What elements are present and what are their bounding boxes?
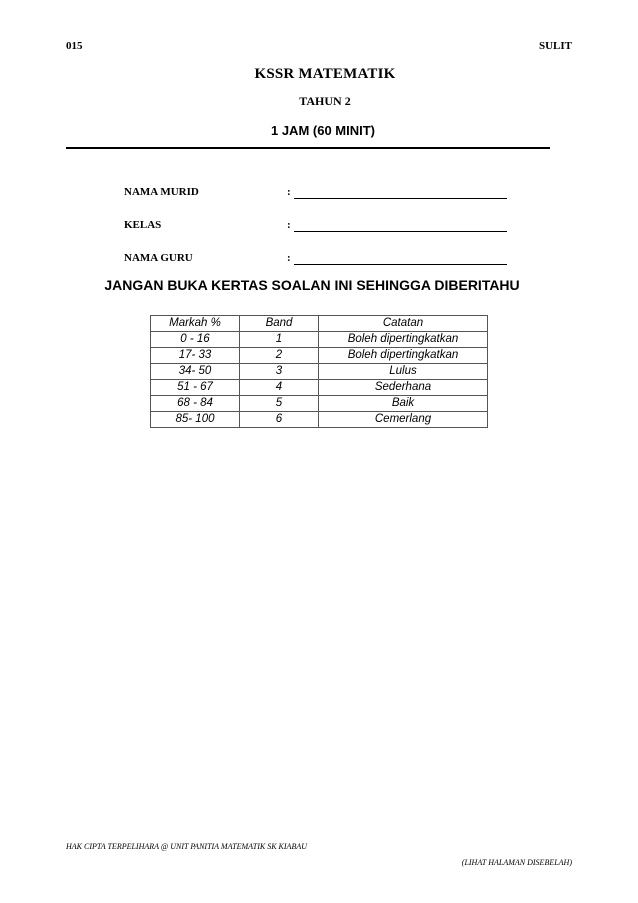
cell-remark: Lulus: [319, 364, 488, 380]
class-field[interactable]: [124, 219, 514, 237]
table-header-row: [151, 316, 488, 332]
field-blank-line[interactable]: [294, 264, 507, 265]
cell-remark: Baik: [319, 396, 488, 412]
table-row: [151, 332, 488, 348]
cell-band: 1: [240, 332, 319, 348]
exam-title: KSSR MATEMATIK: [254, 66, 396, 82]
classification-label: SULIT: [538, 40, 572, 52]
exam-duration: 1 JAM (60 MINIT): [270, 123, 375, 138]
teacher-name-field[interactable]: [124, 252, 514, 270]
table-row: [151, 364, 488, 380]
field-colon: :: [287, 252, 291, 264]
student-name-field[interactable]: [124, 186, 514, 204]
field-colon: :: [287, 219, 291, 231]
field-colon: :: [287, 186, 291, 198]
instruction-warning: JANGAN BUKA KERTAS SOALAN INI SEHINGGA DIBERITAHU: [104, 277, 520, 293]
exam-year: TAHUN 2: [299, 94, 351, 108]
table-row: [151, 412, 488, 428]
field-blank-line[interactable]: [294, 231, 507, 232]
field-label: NAMA GURU: [124, 252, 193, 264]
grade-band-table: [150, 315, 488, 428]
cell-band: 2: [240, 348, 319, 364]
copyright-notice: HAK CIPTA TERPELIHARA @ UNIT PANITIA MATEMATIK SK KIABAU: [66, 842, 307, 851]
cell-band: 3: [240, 364, 319, 380]
cell-marks: 85- 100: [151, 412, 240, 428]
table-row: [151, 348, 488, 364]
cell-marks: 68 - 84: [151, 396, 240, 412]
cell-remark: Boleh dipertingkatkan: [319, 348, 488, 364]
cell-remark: Boleh dipertingkatkan: [319, 332, 488, 348]
column-header-band: Band: [240, 316, 319, 332]
cell-band: 6: [240, 412, 319, 428]
field-blank-line[interactable]: [294, 198, 507, 199]
column-header-marks: Markah %: [151, 316, 240, 332]
cell-remark: Cemerlang: [319, 412, 488, 428]
cell-marks: 34- 50: [151, 364, 240, 380]
header-divider: [66, 147, 550, 149]
cell-marks: 0 - 16: [151, 332, 240, 348]
column-header-remark: Catatan: [319, 316, 488, 332]
cell-marks: 51 - 67: [151, 380, 240, 396]
field-label: KELAS: [124, 219, 162, 231]
cell-band: 4: [240, 380, 319, 396]
table-row: [151, 380, 488, 396]
cell-marks: 17- 33: [151, 348, 240, 364]
paper-code: 015: [66, 40, 83, 52]
table-row: [151, 396, 488, 412]
next-page-note: (LIHAT HALAMAN DISEBELAH): [461, 858, 572, 867]
cell-remark: Sederhana: [319, 380, 488, 396]
cell-band: 5: [240, 396, 319, 412]
field-label: NAMA MURID: [124, 186, 199, 198]
